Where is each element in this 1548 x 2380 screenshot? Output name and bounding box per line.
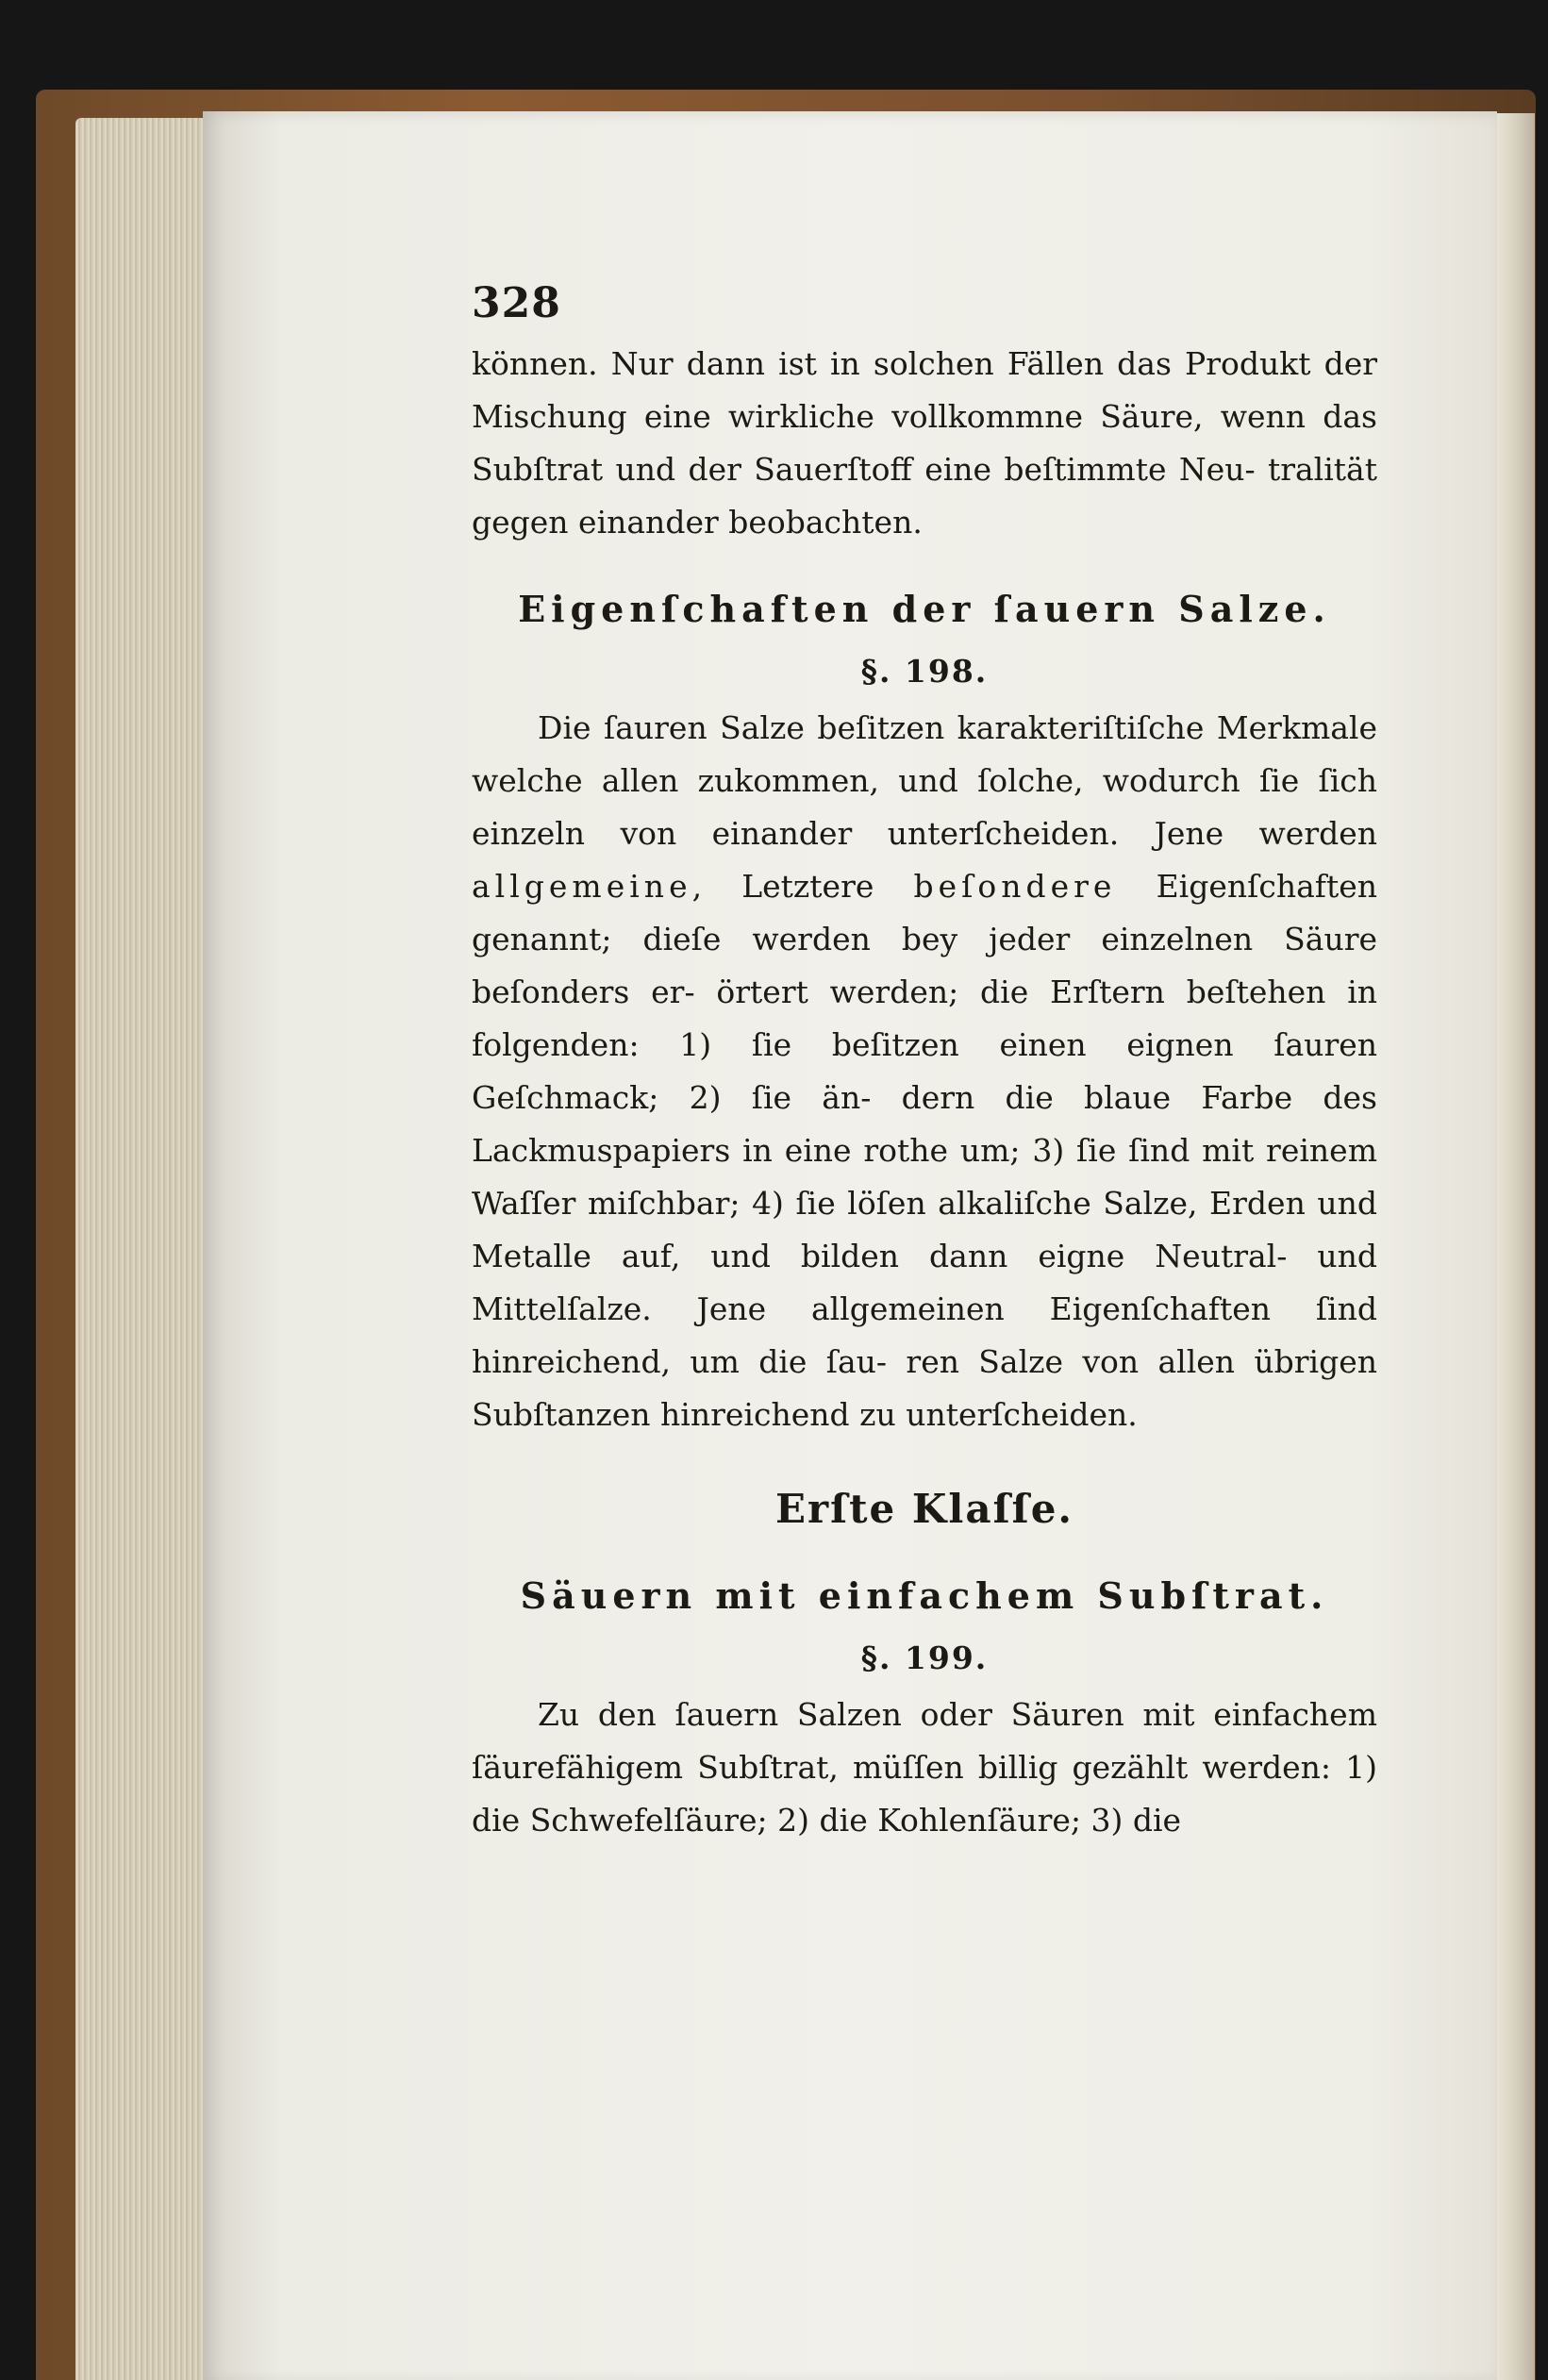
paragraph-198-mid: , Letztere	[691, 868, 914, 905]
right-page-edge	[1495, 113, 1535, 2380]
page-number: 328	[472, 279, 561, 327]
paragraph-198-end: Eigenſchaften genannt; dieſe werden bey jeder einzelnen Säure beſonders er- örtert werden; die Erſtern beſtehen in folgenden: 1) ſie beſitzen einen eignen ſauren Geſchmack; 2) ſie än- dern die blaue Farbe des Lackmuspapiers in eine rothe um; 3) ſie ſind mit reinem Waſſer miſchbar; 4) ſie löſen alkaliſche Salze, Erden und Metalle auf, und bilden dann eigne Neutral- und Mittelſalze. Jene allgemeinen Eigenſchaften ſind hinreichend, um die ſau- ren Salze von allen übrigen Subſtanzen hinreichend zu unterſcheiden.	[472, 868, 1378, 1433]
paragraph-198	[472, 702, 1377, 1441]
opening-paragraph: können. Nur dann ist in solchen Fällen das Produkt der Mischung eine wirkliche vollkommne Säure, wenn das Subſtrat und der Sauerſtoff eine beſtimmte Neu- tralität gegen einander beobachten.	[472, 345, 1377, 541]
page-text	[472, 279, 1378, 1847]
paragraph-198-start: Die ſauren Salze beſitzen karakteriſtiſche Merkmale welche allen zukommen, und ſolche, wodurch ſie ſich einzeln von einander unterſcheiden. Jene werden	[472, 709, 1377, 852]
spaced-word-allgemeine: allgemeine	[472, 868, 692, 905]
section-number-198: §. 198.	[860, 653, 989, 690]
page-edges	[75, 118, 208, 2380]
paragraph-199: Zu den ſauern Salzen oder Säuren mit einfachem ſäurefähigem Subſtrat, müſſen billig gezählt werden: 1) die Schwefelſäure; 2) die Kohlenſäure; 3) die	[472, 1696, 1377, 1839]
section-number-199: §. 199.	[860, 1639, 989, 1676]
spaced-word-besondere: beſondere	[913, 868, 1117, 905]
class-heading: Erſte Klaſſe.	[774, 1486, 1074, 1532]
section-heading: Eigenſchaften der ſauern Salze.	[518, 588, 1331, 630]
subsection-heading: Säuern mit einfachem Subſtrat.	[520, 1574, 1329, 1617]
